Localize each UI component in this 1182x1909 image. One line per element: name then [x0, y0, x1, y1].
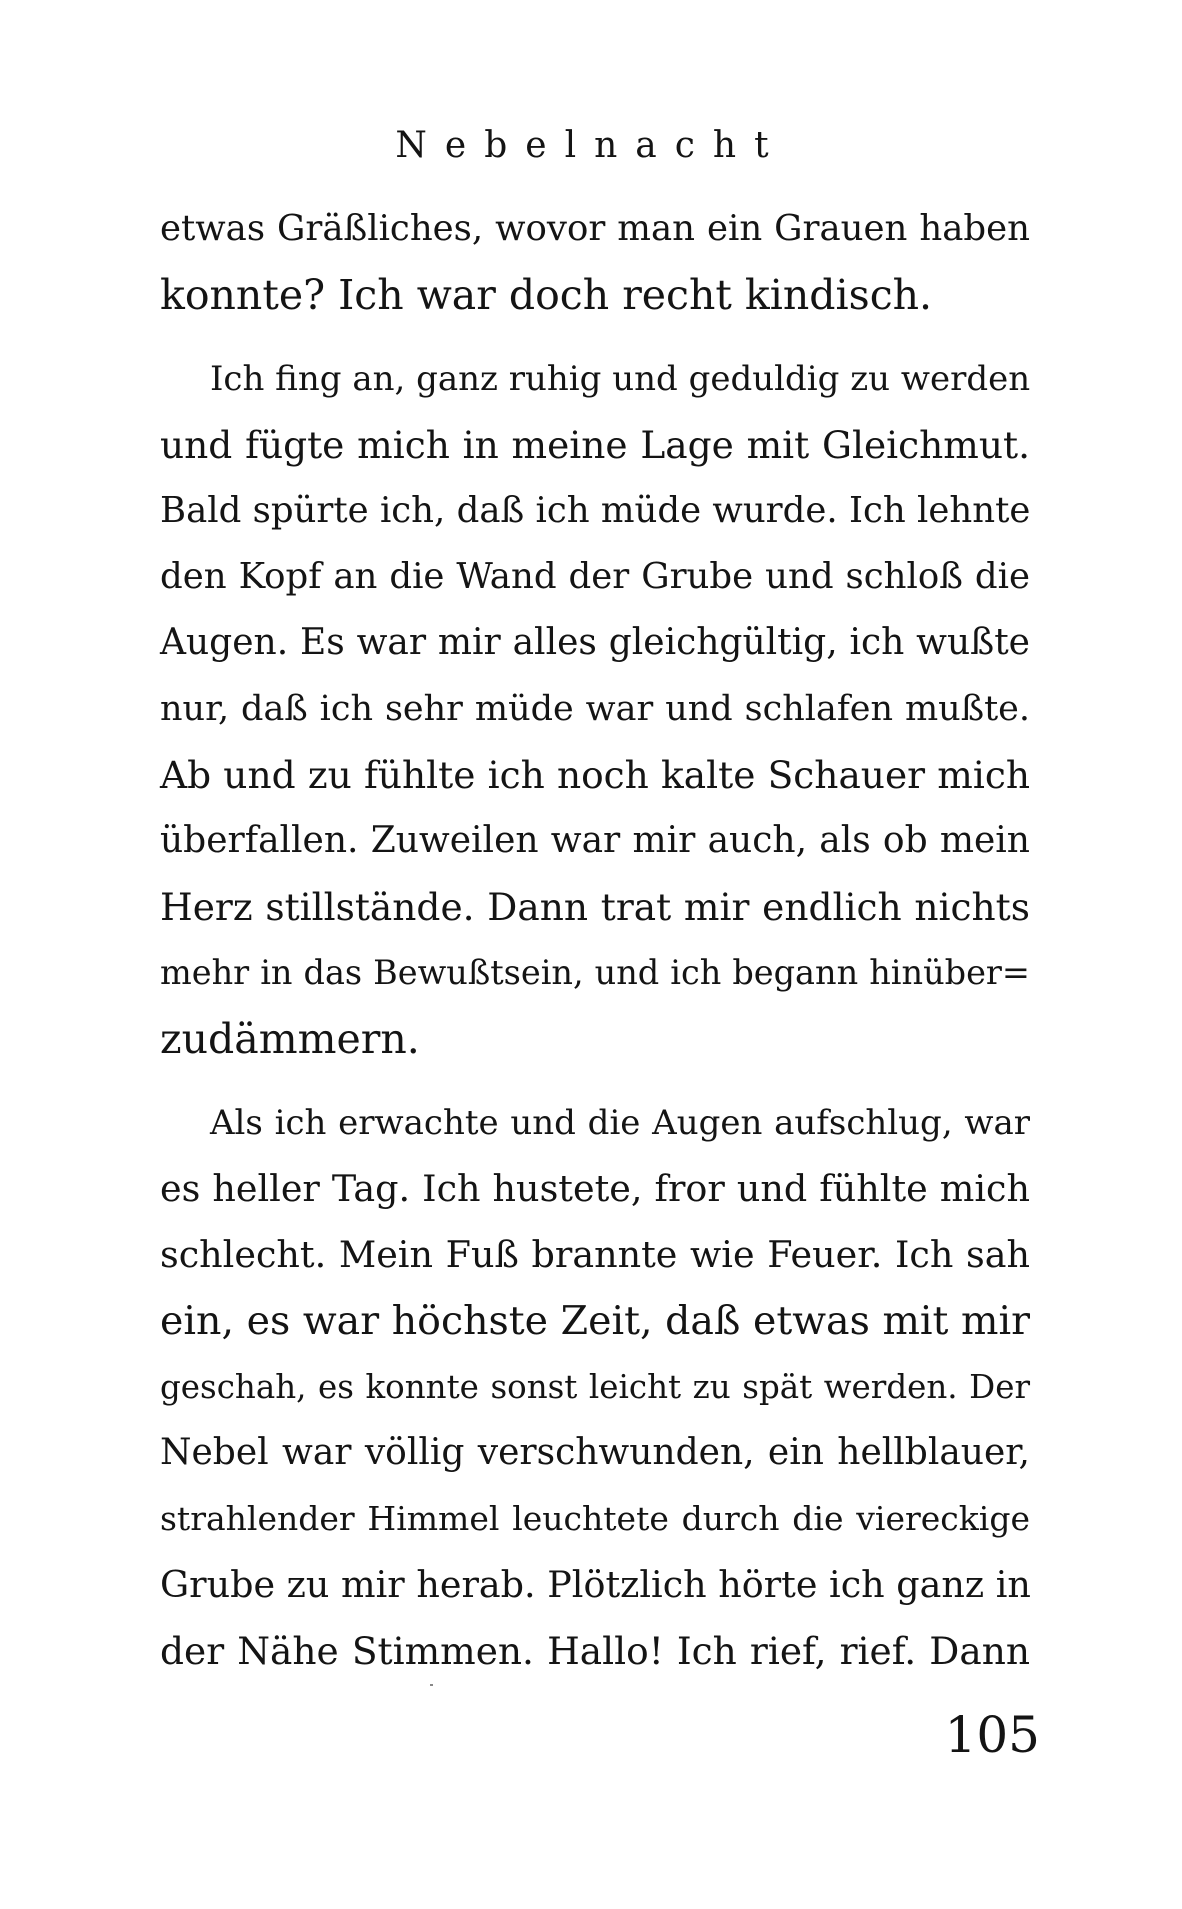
text-line: überfallen. Zuweilen war mir auch, als ob mein: [160, 820, 1030, 861]
text-line: ein, es war höchste Zeit, daß etwas mit mir: [160, 1298, 1030, 1344]
text-line: und fügte mich in meine Lage mit Gleichmut.: [160, 423, 1030, 467]
text-line: es heller Tag. Ich hustete, fror und fühlte mich: [160, 1167, 1030, 1210]
text-line: Grube zu mir herab. Plötzlich hörte ich ganz in: [160, 1563, 1031, 1606]
paragraph: [160, 1090, 1030, 1684]
text-line: Herz stillstände. Dann trat mir endlich nichts: [160, 885, 1030, 929]
text-line: strahlender Himmel leuchtete durch die viereckige: [160, 1499, 1030, 1538]
text-line: geschah, es konnte sonst leicht zu spät werden. Der: [160, 1368, 1030, 1406]
paragraph: [160, 196, 1030, 328]
text-line: Bald spürte ich, daß ich müde wurde. Ich lehnte: [160, 490, 1031, 531]
print-speck: [430, 1684, 433, 1686]
text-line: schlecht. Mein Fuß brannte wie Feuer. Ich sah: [160, 1233, 1030, 1276]
text-line: Als ich erwachte und die Augen aufschlug, war: [210, 1103, 1030, 1143]
text-line: der Nähe Stimmen. Hallo! Ich rief, rief. Dann: [160, 1629, 1030, 1673]
text-line: zudämmern.: [160, 1015, 420, 1063]
text-line: nur, daß ich sehr müde war und schlafen mußte.: [160, 689, 1030, 729]
page-number: 105: [944, 1706, 1040, 1764]
text-line: Nebel war völlig verschwunden, ein hellblauer,: [160, 1432, 1030, 1473]
body-text: [160, 196, 1030, 1684]
text-line: den Kopf an die Wand der Grube und schloß die: [160, 556, 1030, 597]
text-line: mehr in das Bewußtsein, und ich begann hinüber=: [160, 953, 1030, 992]
paragraph: [160, 346, 1030, 1072]
text-line: Augen. Es war mir alles gleichgültig, ich wußte: [160, 622, 1030, 663]
text-line: Ab und zu fühlte ich noch kalte Schauer mich: [160, 753, 1030, 797]
running-head: Nebelnacht: [395, 125, 787, 166]
text-line: konnte? Ich war doch recht kindisch.: [160, 271, 933, 319]
text-line: etwas Gräßliches, wovor man ein Grauen haben: [160, 208, 1030, 249]
text-line: Ich fing an, ganz ruhig und geduldig zu werden: [210, 359, 1031, 399]
